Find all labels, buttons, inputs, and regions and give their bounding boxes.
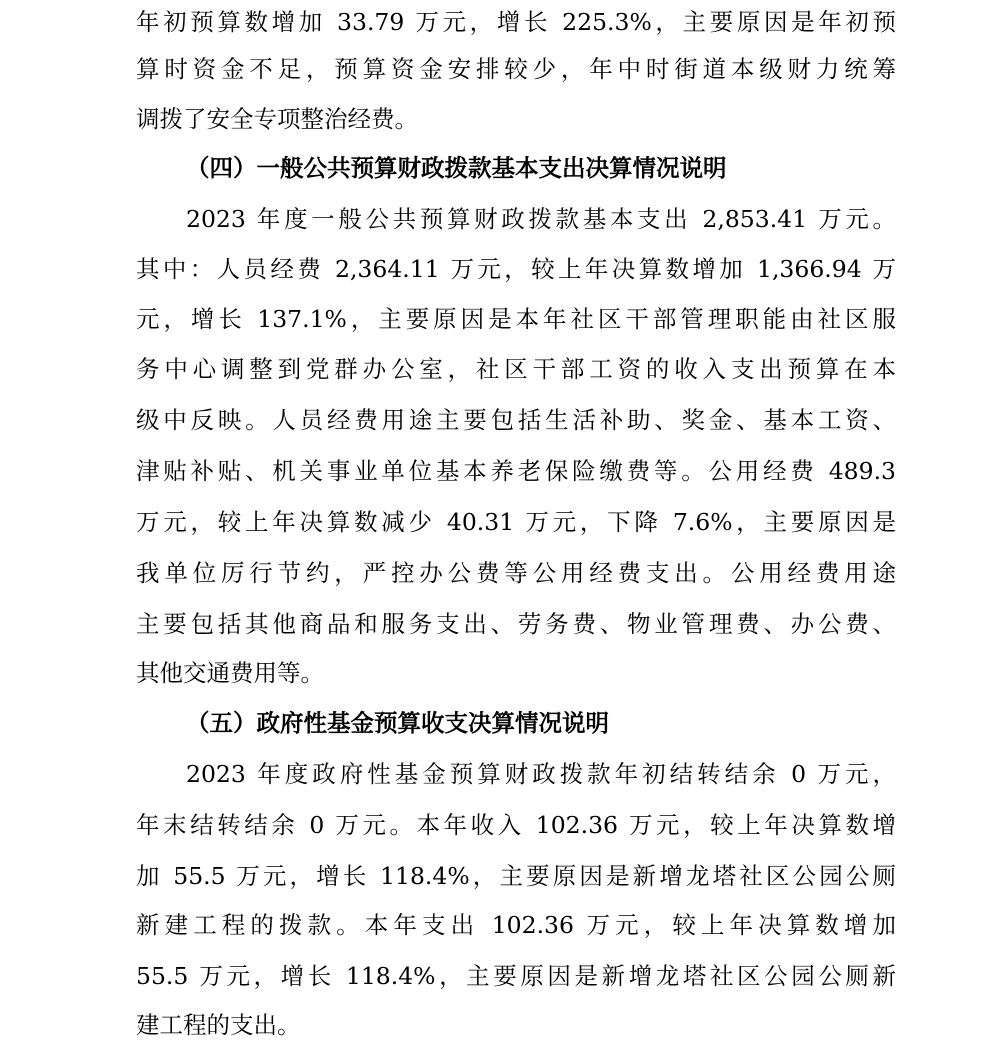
paragraph-line: 务中心调整到党群办公室，社区干部工资的收入支出预算在本 bbox=[136, 355, 896, 383]
paragraph-line: 元，增长 137.1%，主要原因是本年社区干部管理职能由社区服 bbox=[136, 305, 896, 333]
paragraph-line: 年初预算数增加 33.79 万元，增长 225.3%，主要原因是年初预 bbox=[136, 8, 896, 36]
section-heading-4: （四）一般公共预算财政拨款基本支出决算情况说明 bbox=[186, 154, 727, 182]
paragraph-line: 我单位厉行节约，严控办公费等公用经费支出。公用经费用途 bbox=[136, 559, 896, 587]
paragraph-line: 建工程的支出。 bbox=[136, 1011, 301, 1039]
paragraph-line: 其他交通费用等。 bbox=[136, 659, 324, 687]
paragraph-line: 年末结转结余 0 万元。本年收入 102.36 万元，较上年决算数增 bbox=[136, 811, 896, 839]
paragraph-line: 算时资金不足，预算资金安排较少，年中时街道本级财力统筹 bbox=[136, 55, 896, 83]
section-heading-5: （五）政府性基金预算收支决算情况说明 bbox=[186, 709, 609, 737]
paragraph-line: 其中：人员经费 2,364.11 万元，较上年决算数增加 1,366.94 万 bbox=[136, 255, 896, 283]
paragraph-line: 津贴补贴、机关事业单位基本养老保险缴费等。公用经费 489.3 bbox=[136, 457, 896, 485]
paragraph-line: 级中反映。人员经费用途主要包括生活补助、奖金、基本工资、 bbox=[136, 406, 896, 434]
paragraph-line: 新建工程的拨款。本年支出 102.36 万元，较上年决算数增加 bbox=[136, 911, 896, 939]
paragraph-line: 调拨了安全专项整治经费。 bbox=[136, 105, 418, 133]
paragraph-line: 55.5 万元，增长 118.4%，主要原因是新增龙塔社区公园公厕新 bbox=[136, 962, 896, 990]
paragraph-line: 2023 年度政府性基金预算财政拨款年初结转结余 0 万元， bbox=[186, 760, 896, 788]
paragraph-line: 2023 年度一般公共预算财政拨款基本支出 2,853.41 万元。 bbox=[186, 205, 896, 233]
paragraph-line: 主要包括其他商品和服务支出、劳务费、物业管理费、办公费、 bbox=[136, 610, 896, 638]
paragraph-line: 加 55.5 万元，增长 118.4%，主要原因是新增龙塔社区公园公厕 bbox=[136, 862, 896, 890]
paragraph-line: 万元，较上年决算数减少 40.31 万元，下降 7.6%，主要原因是 bbox=[136, 508, 896, 536]
